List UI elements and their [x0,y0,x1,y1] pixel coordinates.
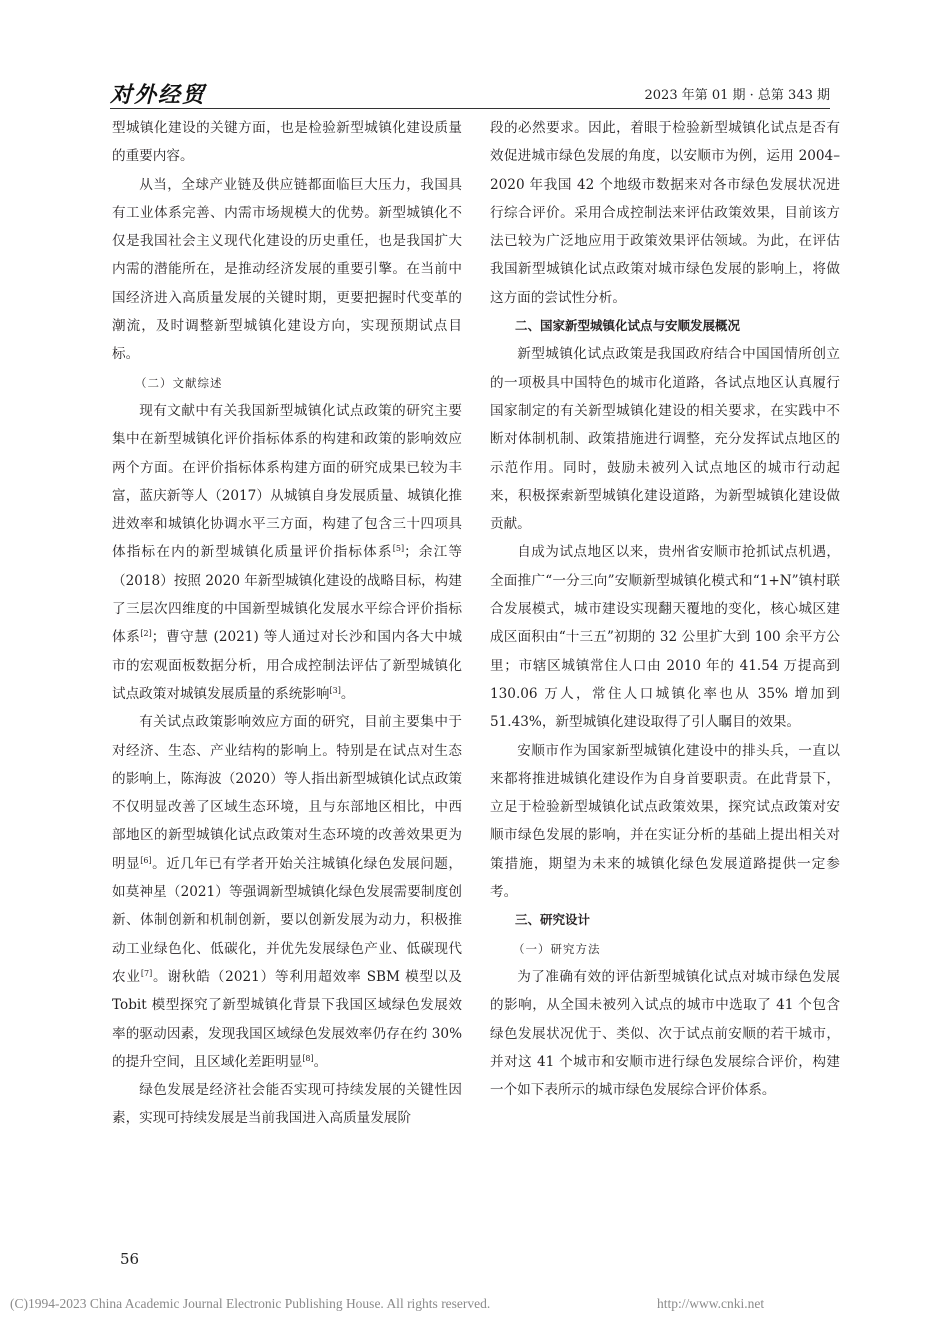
subsection-heading-literature: （二）文献综述 [135,375,223,390]
paragraph: 为了准确有效的评估新型城镇化试点对城市绿色发展的影响，从全国未被列入试点的城市中选取了 41 个包含绿色发展状况优于、类似、次于试点前安顺的若干城市，并对这 41 个城市和安顺市进行绿色发展综合评价，构建一个如下表所示的城市绿色发展综合评价体系。 [490,968,840,1099]
website-link[interactable]: http://www.cnki.net [657,1296,765,1311]
text-run: 现有文献中有关我国新型城镇化试点政策的研究主要集中在新型城镇化评价指标体系的构建和政策的影响效应两个方面。在评价指标体系构建方面的研究成果已较为丰富，蓝庆新等人（2017）从城镇自身发展质量、城镇化推进效率和城镇化协调水平三方面，构建了包含三十四项具体指标在内的新型城镇化质量评价指标体系 [112,402,462,561]
subsection-heading-method: （一）研究方法 [513,941,601,956]
journal-logo: 对外经贸 [110,82,207,108]
paragraph: 新型城镇化试点政策是我国政府结合中国国情所创立的一项极具中国特色的城市化道路，各试点地区认真履行国家制定的有关新型城镇化建设的相关要求，在实践中不断对体制机制、政策措施进行调整，充分发挥试点地区的示范作用。同时，鼓励未被列入试点地区的城市行动起来，积极探索新型城镇化建设道路，为新型城镇化建设做贡献。 [490,346,840,533]
citation: [7] [140,968,153,978]
citation: [2] [140,629,152,639]
left-column [112,114,462,1133]
text-run: 。 [340,685,355,702]
text-run: 。谢秋皓（2021）等利用超效率 SBM 模型以及 Tobit 模型探究了新型城镇化背景下我国区域绿色发展效率的驱动因素，发现我国区域绿色发展效率仍存在约 30% 的提升空间，且区域化差距明显 [112,968,462,1070]
paragraph: 绿色发展是经济社会能否实现可持续发展的关键性因素，实现可持续发展是当前我国进入高质量发展阶 [112,1082,462,1127]
text-run: 。近几年已有学者开始关注城镇化绿色发展问题，如莫神星（2021）等强调新型城镇化绿色发展需要制度创新、体制创新和机制创新，要以创新发展为动力，积极推动工业绿色化、低碳化，并优先发展绿色产业、低碳现代农业 [112,855,463,985]
issue-info: 2023 年第 01 期 · 总第 343 期 [644,88,830,103]
paragraph: 从当，全球产业链及供应链都面临巨大压力，我国具有工业体系完善、内需市场规模大的优势。新型城镇化不仅是我国社会主义现代化建设的历史重任，也是我国扩大内需的潜能所在，是推动经济发展的重要引擎。在当前中国经济进入高质量发展的关键时期，更要把握时代变革的潮流，及时调整新型城镇化建设方向，实现预期试点目标。 [112,176,462,363]
section-heading-3: 三、研究设计 [515,912,591,928]
citation: [5] [392,544,405,554]
citation: [3] [329,685,341,695]
copyright-notice: (C)1994-2023 China Academic Journal Electronic Publishing House. All rights reserved. [10,1296,491,1311]
page-number: 56 [120,1250,140,1268]
paragraph [112,708,462,1076]
citation: [6] [140,855,152,865]
text-run: 有关试点政策影响效应方面的研究，目前主要集中于对经济、生态、产业结构的影响上。特别是在试点对生态的影响上，陈海波（2020）等人指出新型城镇化试点政策不仅明显改善了区域生态环境，且与东部地区相比，中西部地区的新型城镇化试点政策对生态环境的改善效果更为明显 [112,714,462,872]
paragraph: 段的必然要求。因此，着眼于检验新型城镇化试点是否有效促进城市绿色发展的角度，以安顺市为例，运用 2004–2020 年我国 42 个地级市数据来对各市绿色发展状况进行综合评价。采用合成控制法来评估政策效果，目前该方法已较为广泛地应用于政策效果评估领域。为此，在评估我国新型城镇化试点政策对城市绿色发展的影响上，将做这方面的尝试性分析。 [490,120,840,306]
text-run: 。 [313,1053,328,1070]
citation: [8] [302,1053,314,1063]
section-heading-2: 二、国家新型城镇化试点与安顺发展概况 [515,318,741,334]
paragraph: 自成为试点地区以来，贵州省安顺市抢抓试点机遇，全面推广“一分三向”安顺新型城镇化模式和“1+N”镇村联合发展模式，城市建设实现翻天覆地的变化，核心城区建成区面积由“十三五”初期的 32 公里扩大到 100 余平方公里；市辖区城镇常住人口由 2010 年的 41.54 万提高到 130.06 万人，常住人口城镇化率也从 35% 增加到 51.43%，新型城镇化建设取得了引人瞩目的效果。 [490,544,840,731]
header-divider [110,108,830,109]
right-column [490,114,840,1104]
text-run: ；余江等（2018）按照 2020 年新型城镇化建设的战略目标，构建了三层次四维度的中国新型城镇化发展水平综合评价指标体系 [112,544,462,646]
paragraph [112,397,462,708]
paragraph: 型城镇化建设的关键方面，也是检验新型城镇化建设质量的重要内容。 [112,120,462,165]
paragraph: 安顺市作为国家新型城镇化建设中的排头兵，一直以来都将推进城镇化建设作为自身首要职责。在此背景下，立足于检验新型城镇化试点政策效果，探究试点政策对安顺市绿色发展的影响，并在实证分析的基础上提出相关对策措施，期望为未来的城镇化绿色发展道路提供一定参考。 [490,742,840,901]
text-run: ；曹守慧 (2021) 等人通过对长沙和国内各大中城市的宏观面板数据分析，用合成控制法评估了新型城镇化试点政策对城镇发展质量的系统影响 [112,629,463,702]
